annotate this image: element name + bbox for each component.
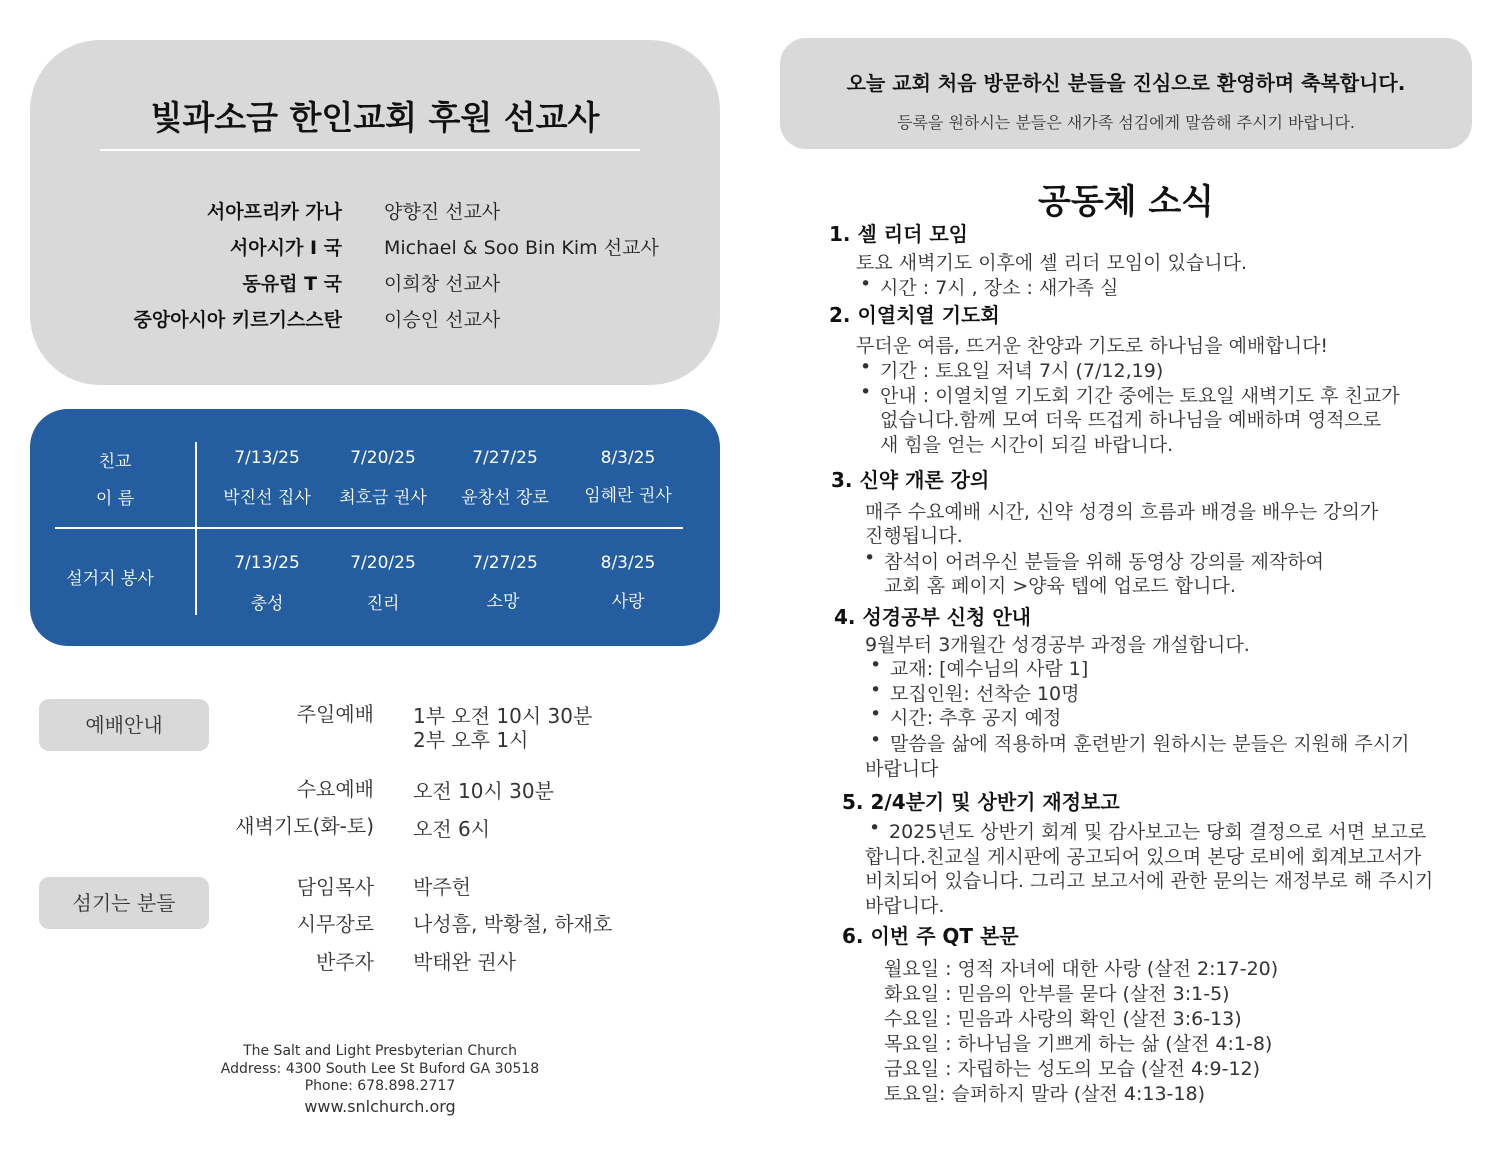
dishes-date: 7/13/25	[234, 553, 300, 573]
news-text-continued: 교회 홈 페이지 >양육 텝에 업로드 합니다.	[884, 575, 1236, 597]
missionary-name: 이희창 선교사	[384, 273, 501, 295]
news-text: 매주 수요예배 시간, 신약 성경의 흐름과 배경을 배우는 강의가	[865, 501, 1379, 523]
worship-heading: 예배안내	[39, 699, 209, 751]
missionary-row	[30, 233, 720, 263]
news-heading-qt: 6. 이번 주 QT 본문	[842, 924, 1019, 948]
dishes-team: 소망	[486, 592, 520, 612]
fellowship-label-name: 이 름	[95, 489, 135, 509]
missionary-region: 동유럽 T 국	[242, 273, 342, 295]
missionary-row	[30, 269, 720, 299]
fellowship-name: 윤창선 장로	[461, 488, 549, 508]
dawn-prayer-time: 오전 6시	[413, 817, 491, 841]
news-bullet: • 2025년도 상반기 회계 및 감사보고는 당회 결정으로 서면 보고로	[889, 817, 1426, 844]
fellowship-name: 임혜란 권사	[584, 486, 672, 506]
missionary-region: 서아프리카 가나	[206, 201, 342, 223]
news-bullet: • 말씀을 삶에 적용하며 훈련받기 원하시는 분들은 지원해 주시기	[890, 729, 1409, 756]
staff-name: 나성흠, 박황철, 하재호	[413, 912, 613, 936]
news-text: 토요 새벽기도 이후에 셀 리더 모임이 있습니다.	[856, 252, 1248, 274]
footer-address: Address: 4300 South Lee St Buford GA 30518	[220, 1061, 540, 1077]
news-text-continued: 비치되어 있습니다. 그리고 보고서에 관한 문의는 재정부로 해 주시기	[865, 870, 1434, 892]
sunday-worship-time-2: 2부 오후 1시	[413, 728, 529, 752]
news-bullet: • 시간: 추후 공지 예정	[890, 703, 1061, 730]
qt-day: 금요일 : 자립하는 성도의 모습 (살전 4:9-12)	[884, 1058, 1261, 1080]
news-text: 9월부터 3개월간 성경공부 과정을 개설합니다.	[865, 634, 1250, 656]
news-text-continued: 바랍니다.	[865, 895, 945, 917]
missionary-row	[30, 197, 720, 227]
dishes-team: 충성	[250, 594, 284, 614]
news-bullet: • 모집인원: 선착순 10명	[890, 679, 1080, 706]
news-bullet: • 참석이 어려우신 분들을 위해 동영상 강의를 제작하여	[884, 547, 1324, 574]
dishes-date: 7/27/25	[472, 553, 538, 573]
fellowship-name: 박진선 집사	[223, 488, 311, 508]
wednesday-worship-label: 수요예배	[296, 777, 374, 801]
staff-name: 박주헌	[413, 875, 471, 899]
footer-website-link[interactable]: www.snlchurch.org	[304, 1097, 456, 1116]
qt-day: 토요일: 슬퍼하지 말라 (살전 4:13-18)	[884, 1083, 1205, 1105]
qt-day: 목요일 : 하나님을 기쁘게 하는 삶 (살전 4:1-8)	[884, 1033, 1273, 1055]
fellowship-date: 7/13/25	[234, 448, 300, 468]
footer-phone: Phone: 678.898.2717	[304, 1078, 456, 1094]
dishes-date: 8/3/25	[600, 553, 656, 573]
registration-note: 등록을 원하시는 분들은 새가족 섬김에게 말씀해 주시기 바랍니다.	[896, 113, 1355, 132]
qt-day: 월요일 : 영적 자녀에 대한 사랑 (살전 2:17-20)	[884, 958, 1279, 980]
news-text-continued: 진행됩니다.	[865, 525, 963, 547]
news-text-continued: 바랍니다	[865, 758, 939, 780]
dishes-label: 설거지 봉사	[66, 569, 154, 589]
staff-role: 담임목사	[296, 875, 374, 899]
qt-day: 수요일 : 믿음과 사랑의 확인 (살전 3:6-13)	[884, 1008, 1242, 1030]
news-text: 무더운 여름, 뜨거운 찬양과 기도로 하나님을 예배합니다!	[856, 335, 1329, 357]
wednesday-worship-time: 오전 10시 30분	[413, 779, 554, 803]
staff-role: 시무장로	[296, 912, 374, 936]
divider	[55, 527, 683, 529]
news-bullet: • 기간 : 토요일 저녁 7시 (7/12,19)	[880, 356, 1163, 383]
missionary-row	[30, 305, 720, 335]
missionary-name: 양향진 선교사	[384, 201, 501, 223]
divider	[100, 149, 640, 151]
missionary-region: 중앙아시아 키르기스스탄	[133, 309, 342, 331]
staff-heading: 섬기는 분들	[39, 877, 209, 929]
missionary-card	[30, 40, 720, 385]
news-bullet: • 안내 : 이열치열 기도회 기간 중에는 토요일 새벽기도 후 친교가	[880, 381, 1400, 408]
qt-day: 화요일 : 믿음의 안부를 묻다 (살전 3:1-5)	[884, 983, 1230, 1005]
fellowship-date: 7/20/25	[350, 448, 416, 468]
news-text-continued: 없습니다.함께 모여 더욱 뜨겁게 하나님을 예배하며 영적으로	[880, 409, 1382, 431]
welcome-message: 오늘 교회 처음 방문하신 분들을 진심으로 환영하며 축복합니다.	[846, 71, 1406, 95]
missionary-name: 이승인 선교사	[384, 309, 501, 331]
staff-name: 박태완 권사	[413, 950, 516, 974]
fellowship-date: 8/3/25	[600, 448, 656, 468]
news-text-continued: 새 힘을 얻는 시간이 되길 바랍니다.	[880, 434, 1174, 456]
fellowship-date: 7/27/25	[472, 448, 538, 468]
news-text-continued: 합니다.친교실 게시판에 공고되어 있으며 본당 로비에 회계보고서가	[865, 846, 1422, 868]
news-heading-bible-study: 4. 성경공부 신청 안내	[834, 605, 1031, 629]
service-schedule-table	[30, 409, 720, 646]
welcome-banner	[780, 38, 1472, 149]
missionary-name: Michael & Soo Bin Kim 선교사	[384, 237, 659, 259]
news-heading-lecture: 3. 신약 개론 강의	[831, 468, 990, 492]
dishes-date: 7/20/25	[350, 553, 416, 573]
fellowship-name: 최호금 권사	[339, 488, 427, 508]
news-heading-finance: 5. 2/4분기 및 상반기 재정보고	[842, 790, 1120, 814]
news-bullet: • 교재: [예수님의 사람 1]	[890, 654, 1088, 681]
dishes-team: 진리	[366, 594, 400, 614]
fellowship-label: 친교	[98, 452, 132, 472]
missionary-region: 서아시가 I 국	[229, 237, 342, 259]
news-heading-prayer: 2. 이열치열 기도회	[829, 303, 1000, 327]
missionary-title: 빛과소금 한인교회 후원 선교사	[150, 98, 600, 137]
news-bullet: • 시간 : 7시 , 장소 : 새가족 실	[880, 273, 1118, 300]
staff-role: 반주자	[316, 950, 374, 974]
sunday-worship-label: 주일예배	[296, 702, 374, 726]
dawn-prayer-label: 새벽기도(화-토)	[235, 814, 374, 838]
dishes-team: 사랑	[611, 592, 645, 612]
news-heading-cell-leader: 1. 셀 리더 모임	[829, 222, 969, 246]
news-title: 공동체 소식	[1037, 182, 1215, 222]
sunday-worship-time-1: 1부 오전 10시 30분	[413, 704, 593, 728]
footer-church-name: The Salt and Light Presbyterian Church	[243, 1043, 517, 1059]
